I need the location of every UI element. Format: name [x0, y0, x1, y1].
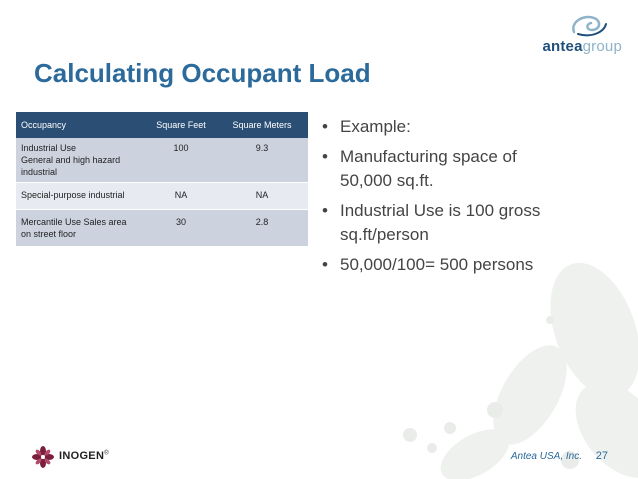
header-square-meters: Square Meters	[216, 112, 308, 138]
occupancy-line: General and high hazard	[21, 155, 121, 165]
table-row	[16, 138, 308, 183]
bullet-item	[320, 199, 600, 247]
square-meters-cell: 9.3	[216, 138, 308, 183]
square-feet-cell: NA	[146, 183, 216, 210]
header-occupancy: Occupancy	[16, 112, 146, 138]
inogen-wordmark	[59, 450, 109, 462]
square-meters-cell: 2.8	[216, 210, 308, 247]
logo-wordmark-part1: antea	[542, 38, 583, 55]
bullet-dot-icon: •	[322, 117, 328, 136]
occupant-load-table	[16, 112, 308, 247]
inogen-brand-text: INOGEN	[59, 450, 105, 462]
page-number: 27	[595, 450, 608, 462]
bullet-line: sq.ft/person	[340, 225, 429, 244]
inogen-flower-icon	[32, 446, 54, 468]
occupancy-line: Mercantile Use Sales area	[21, 217, 127, 227]
occupancy-line: industrial	[21, 167, 58, 177]
inogen-logo	[32, 445, 152, 469]
bullet-dot-icon: •	[322, 201, 328, 220]
footer-company: Antea USA, Inc.	[510, 451, 582, 462]
header-square-feet: Square Feet	[146, 112, 216, 138]
registered-mark: ®	[104, 450, 109, 457]
table-row	[16, 183, 308, 210]
bullet-dot-icon: •	[322, 147, 328, 166]
bullet-item	[320, 115, 600, 139]
occupancy-cell	[16, 210, 146, 247]
bullet-item	[320, 145, 600, 193]
logo-wordmark-part2: group	[582, 38, 622, 55]
bullet-line: Example:	[340, 117, 411, 136]
occupancy-line: Special-purpose industrial	[21, 190, 125, 200]
occupancy-line: Industrial Use	[21, 143, 77, 153]
logo-swirl-icon	[512, 8, 622, 40]
antea-group-logo	[512, 8, 622, 60]
bullet-line: Manufacturing space of	[340, 147, 517, 166]
table-row	[16, 210, 308, 247]
bullet-line: Industrial Use is 100 gross	[340, 201, 541, 220]
occupancy-cell	[16, 183, 146, 210]
occupancy-line: on street floor	[21, 229, 77, 239]
square-feet-cell: 100	[146, 138, 216, 183]
bullet-dot-icon: •	[322, 255, 328, 274]
square-feet-cell: 30	[146, 210, 216, 247]
table-header-row	[16, 112, 308, 138]
bullet-list	[320, 115, 600, 283]
bullet-line: 50,000/100= 500 persons	[340, 255, 534, 274]
logo-wordmark	[512, 38, 622, 55]
square-meters-cell: NA	[216, 183, 308, 210]
bullet-line: 50,000 sq.ft.	[340, 171, 434, 190]
occupancy-cell	[16, 138, 146, 183]
slide-title: Calculating Occupant Load	[34, 58, 371, 88]
bullet-item	[320, 253, 600, 277]
decorative-leaves-graphic	[380, 260, 638, 479]
